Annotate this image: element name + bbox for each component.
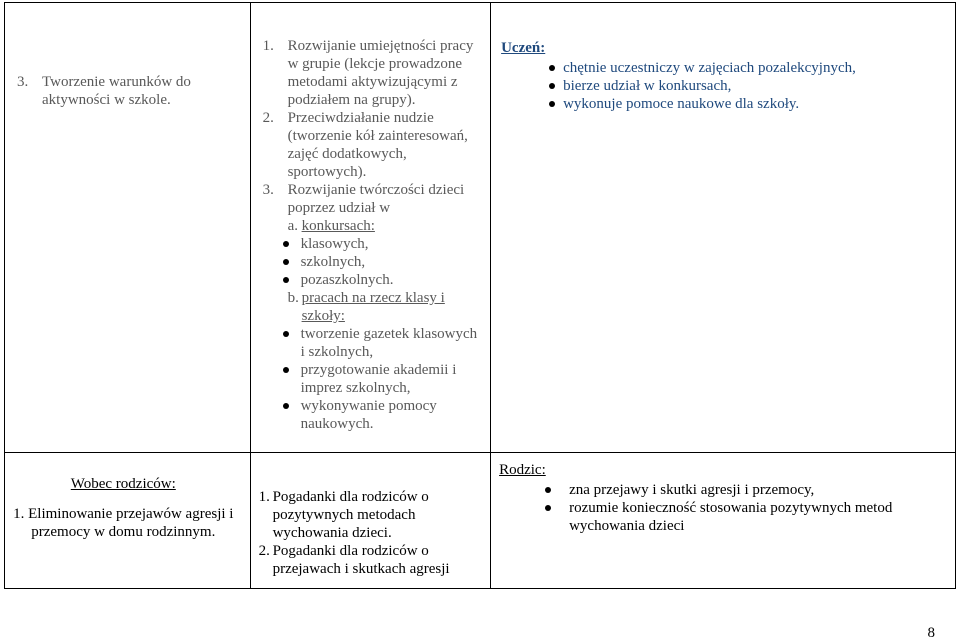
sub-letter: b. [287,290,299,306]
list-item: szkolnych, [275,253,479,271]
list-item: klasowych, [275,235,479,253]
table-row [5,453,956,589]
task-number: 1. [258,489,270,505]
task-item [259,488,483,542]
tasks-cell [250,3,491,453]
goal-number: 3. [17,74,29,90]
outcomes-cell [491,453,956,589]
outcomes-cell [491,3,956,453]
task-text: Pogadanki dla rodziców o przejawach i skutkach agresji [272,543,450,577]
bullet-list [275,235,479,289]
goal-item [5,505,242,541]
bullet-list [499,481,947,535]
list-item: pozaszkolnych. [275,271,479,289]
outcome-heading: Uczeń: [501,40,546,56]
sub-letter: a. [287,218,298,234]
table-row [5,3,956,453]
list-item: wykonywanie pomocy naukowych. [275,397,479,433]
list-item: bierze udział w konkursach, [501,77,943,95]
task-number: 1. [262,38,274,54]
list-item: tworzenie gazetek klasowych i szkolnych, [275,325,479,361]
goal-item [17,73,250,109]
goal-number: 1. [13,506,25,522]
section-heading: Wobec rodziców: [70,476,176,492]
sub-item-a [288,217,479,235]
task-text: Rozwijanie twórczości dzieci poprzez udział w [287,182,465,216]
list-item: wykonuje pomoce naukowe dla szkoły. [501,95,943,113]
sub-heading: konkursach: [301,218,375,234]
task-item [263,181,479,217]
sub-heading: pracach na rzecz klasy i szkoły: [301,290,445,324]
task-item [263,109,479,181]
bullet-list [275,325,479,433]
task-item [263,37,479,109]
content-table [4,2,956,589]
list-item: zna przejawy i skutki agresji i przemocy, [499,481,947,499]
task-text: Pogadanki dla rodziców o pozytywnych metodach wychowania dzieci. [272,489,429,541]
goal-cell [5,453,251,589]
tasks-cell [250,453,491,589]
bullet-list [501,59,943,113]
task-number: 3. [262,182,274,198]
goal-text: Tworzenie warunków do aktywności w szkole. [42,74,191,108]
list-item: rozumie konieczność stosowania pozytywnych metod wychowania dzieci [499,499,947,535]
outcome-heading: Rodzic: [499,462,546,478]
task-text: Rozwijanie umiejętności pracy w grupie (lekcje prowadzone metodami aktywizującymi z podziałem na grupy). [287,38,474,108]
sub-item-b [288,289,479,325]
page-number: 8 [927,625,935,641]
list-item: przygotowanie akademii i imprez szkolnych, [275,361,479,397]
list-item: chętnie uczestniczy w zajęciach pozalekcyjnych, [501,59,943,77]
task-item [259,542,483,578]
goal-cell [5,3,251,453]
task-number: 2. [258,543,270,559]
task-number: 2. [262,110,274,126]
goal-text: Eliminowanie przejawów agresji i przemocy w domu rodzinnym. [28,506,234,540]
task-text: Przeciwdziałanie nudzie (tworzenie kół zainteresowań, zajęć dodatkowych, sportowych). [287,110,468,180]
